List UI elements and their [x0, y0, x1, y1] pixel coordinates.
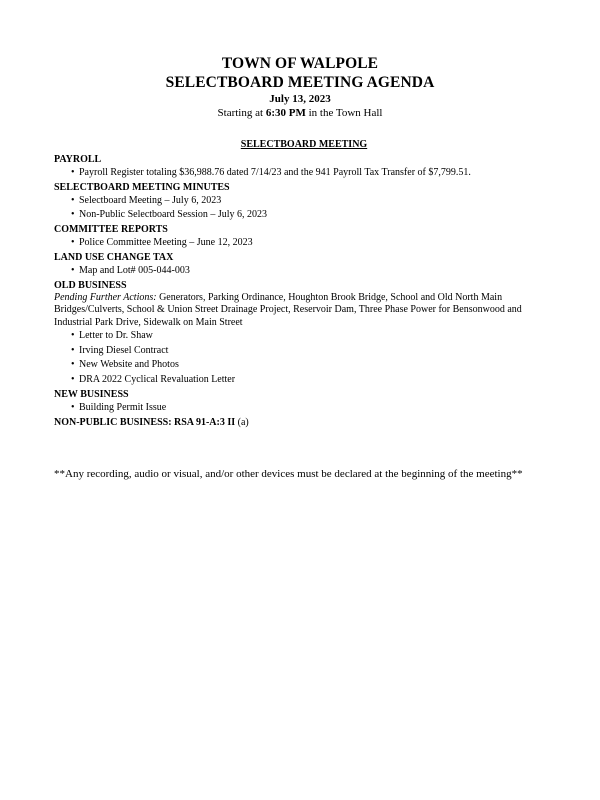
list-item: • Payroll Register totaling $36,988.76 dated 7/14/23 and the 941 Payroll Tax Transfer of $7,799.51.: [71, 166, 554, 181]
recording-notice: **Any recording, audio or visual, and/or other devices must be declared at the beginning of the meeting**: [54, 468, 523, 480]
land-use-list: [54, 264, 554, 279]
town-name: TOWN OF WALPOLE: [221, 55, 379, 72]
list-item: • Non-Public Selectboard Session – July 6, 2023: [71, 208, 554, 223]
minutes-list: [54, 194, 554, 223]
list-item: • Irving Diesel Contract: [71, 344, 554, 359]
list-item: • Police Committee Meeting – June 12, 2023: [71, 236, 554, 251]
list-item: • Letter to Dr. Shaw: [71, 329, 554, 344]
new-business-list: [54, 401, 554, 416]
list-item: • Map and Lot# 005-044-003: [71, 264, 554, 279]
committee-list: [54, 236, 554, 251]
new-business-heading: NEW BUSINESS: [54, 388, 129, 400]
minutes-heading: SELECTBOARD MEETING MINUTES: [54, 181, 230, 193]
agenda-title: SELECTBOARD MEETING AGENDA: [165, 74, 435, 91]
list-item: • Building Permit Issue: [71, 401, 554, 416]
pending-text: Generators, Parking Ordinance, Houghton Brook Bridge, School and Old North Main Bridges/Culverts, School & Union Street Drainage Project, Reservoir Dam, Three Phase Power for Bensonwood and Industrial Park Drive, Sidewalk on Main Street: [54, 291, 522, 328]
pending-actions: [54, 292, 554, 330]
non-public-suffix: (a): [235, 416, 249, 428]
start-suffix: in the Town Hall: [305, 107, 383, 119]
agenda-header: [0, 54, 600, 120]
payroll-heading: PAYROLL: [54, 154, 102, 165]
committee-heading: COMMITTEE REPORTS: [54, 224, 168, 236]
payroll-list: [54, 166, 554, 181]
non-public-heading: NON-PUBLIC BUSINESS: RSA 91-A:3 II: [54, 416, 236, 428]
start-prefix: Starting at: [217, 107, 266, 119]
non-public-business: [54, 416, 554, 429]
old-business-list: [54, 329, 554, 388]
pending-label: Pending Further Actions:: [54, 291, 157, 303]
start-time: 6:30 PM: [265, 107, 306, 119]
list-item: • Selectboard Meeting – July 6, 2023: [71, 194, 554, 209]
list-item: • New Website and Photos: [71, 358, 554, 373]
meeting-start-line: [0, 106, 600, 120]
land-use-heading: LAND USE CHANGE TAX: [54, 251, 174, 263]
agenda-body: [54, 139, 554, 429]
old-business-heading: OLD BUSINESS: [54, 279, 127, 291]
section-title: SELECTBOARD MEETING: [240, 139, 368, 150]
meeting-date: July 13, 2023: [269, 93, 331, 105]
list-item: • DRA 2022 Cyclical Revaluation Letter: [71, 373, 554, 388]
